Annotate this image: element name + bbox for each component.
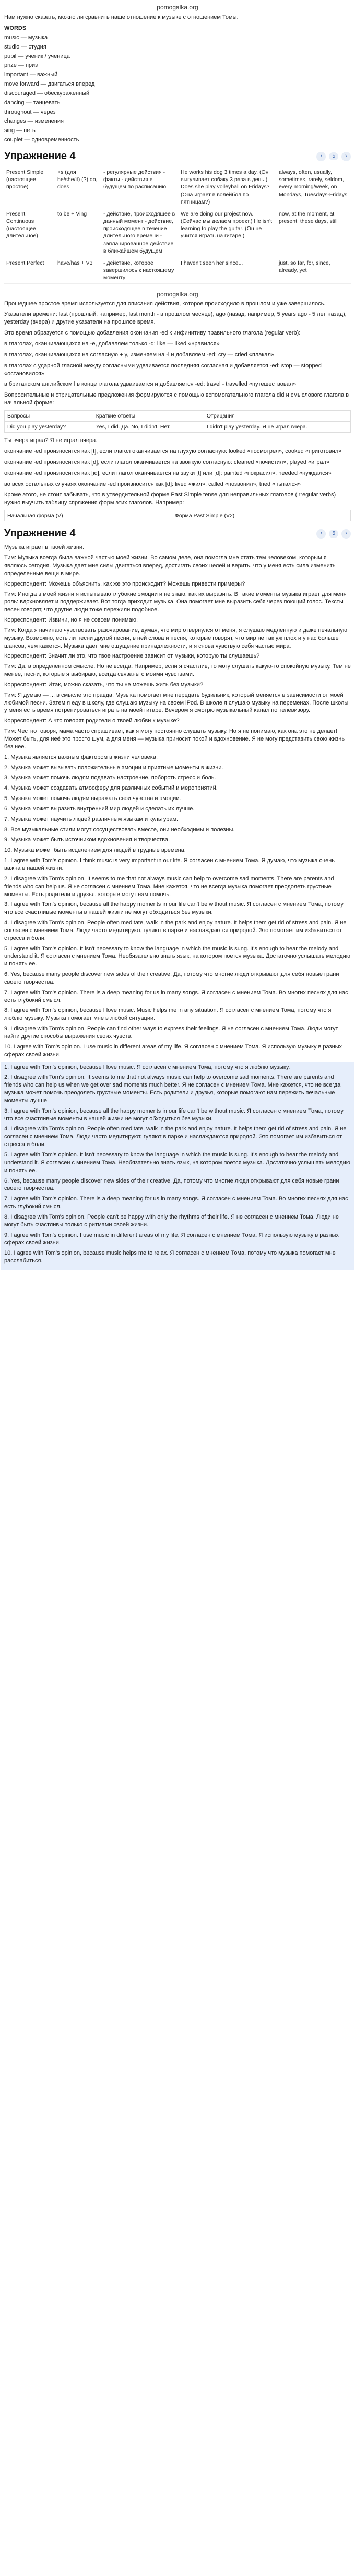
list-item: 7. I agree with Tom's opinion. There is a deep meaning for us in many songs. Я согласен с мнением Тома. Во многих песнях для нас есть глубокий смысл. bbox=[4, 989, 348, 1004]
irregular-table bbox=[4, 510, 351, 521]
table-header: Форма Past Simple (V2) bbox=[172, 510, 350, 521]
table-cell: I didn't play yesterday. Я не играл вчера. bbox=[204, 422, 350, 433]
vocab-item: pupil — ученик / ученица bbox=[4, 53, 70, 59]
list-item: 8. Все музыкальные стили могут сосуществовать вместе, они необходимы и полезны. bbox=[4, 826, 235, 833]
page bbox=[0, 0, 355, 1270]
grammar-rule: в британском английском l в конце глагола удваивается и добавляется -ed: travel - travelled «путешествовал» bbox=[4, 381, 297, 388]
grammar-rule: в глаголах с ударной гласной между согласными удваивается последняя согласная и добавляется -ed: stop — stopped «остановился» bbox=[4, 362, 322, 377]
table-cell: just, so far, for, since, already, yet bbox=[277, 257, 351, 284]
list-item: 9. Музыка может быть источником вдохновения и творчества. bbox=[4, 837, 170, 843]
list-item: 3. I agree with Tom's opinion, because all the happy moments in our life can't be without music. Я согласен с мнением Тома, потому что все счастливые моменты в нашей жизни не могут обходиться без музыки. bbox=[4, 901, 344, 916]
list-item: 9. I disagree with Tom's opinion. People can find other ways to express their feelings. Я не согласен с мнением Тома. Люди могут найти другие способы выражения своих чувств. bbox=[4, 1025, 338, 1040]
grammar-paragraph: Указатели времени: last (прошлый, например, last month - в прошлом месяце), ago (назад, например, 5 years ago - 5 лет назад), yesterday (вчера) и другие указатели на прошлое время. bbox=[4, 311, 347, 326]
table-cell: always, often, usually, sometimes, rarely, seldom, every morning/week, on Mondays, Tuesdays-Fridays bbox=[277, 166, 351, 208]
dialog-line: Тим: Когда я начинаю чувствовать разочарование, думая, что мир отвернулся от меня, я слушаю медленную и даже печальную музыку. Возможно, есть ли песни другой песни, в ней слова и песня, которые говорят, что мир не так уж плох и у нас больше шансов, чем кажется. Музыка дает мне ощущение принадлежности, и я снова чувствую себя частью мира. bbox=[4, 627, 348, 649]
list-item: 5. Музыка может помочь людям выражать свои чувства и эмоции. bbox=[4, 795, 181, 802]
vocab-title: WORDS bbox=[4, 25, 27, 32]
grammar-rule: в глаголах, оканчивающихся на -e, добавляем только -d: like — liked «нравился» bbox=[4, 340, 220, 347]
vocab-item: studio — студия bbox=[4, 43, 46, 50]
dialog-line: Корреспондент: Значит ли это, что твое настроение зависит от музыки, которую ты слушаешь? bbox=[4, 653, 260, 660]
dialog-line: Корреспондент: А что говорят родители о твоей любви к музыке? bbox=[4, 718, 180, 724]
grammar-paragraph: Вопросительные и отрицательные предложения формируются с помощью вспомогательного глагола did и смыслового глагола в начальной форме: bbox=[4, 392, 349, 407]
exercise-title: Упражнение 4 bbox=[4, 150, 76, 162]
pron-rule: окончание -ed произносится как [t], если глагол оканчивается на глухую согласную: looked «посмотрел», cooked «приготовил» bbox=[4, 448, 342, 455]
table-cell: +s (для he/she/it) (?) do, does bbox=[55, 166, 101, 208]
list-item: 10. I agree with Tom's opinion. I use music in different areas of my life. Я согласен с мнением Тома. Я использую музыку в разных сферах своей жизни. bbox=[4, 1043, 342, 1058]
table-cell: - действие, которое завершилось к настоящему моменту bbox=[101, 257, 179, 284]
vocab-item: music — музыка bbox=[4, 34, 48, 41]
list-item: 1. Музыка является важным фактором в жизни человека. bbox=[4, 754, 158, 760]
list-item: 7. Музыка может научить людей различным языкам и культурам. bbox=[4, 816, 179, 822]
table-cell: Present Simple (настоящее простое) bbox=[4, 166, 55, 208]
list-item: 6. Музыка может выразить внутренний мир людей и сделать их лучше. bbox=[4, 805, 195, 812]
list-item: 10. Музыка может быть исцелением для людей в трудные времена. bbox=[4, 847, 186, 854]
table-row bbox=[5, 510, 351, 521]
prev-button[interactable]: ‹ bbox=[316, 529, 326, 539]
dialog-line: Тим: Честно говоря, мама часто спрашивает, как я могу постоянно слушать музыку. Но я не понимаю, как она это не делает! Может быть, для неё это просто шум, а для меня — музыка приносит покой и вдохновение. Я не могу представить свою жизнь без нее. bbox=[4, 728, 345, 750]
answer-item: 1. I agree with Tom's opinion, because I love music. Я согласен с мнением Тома, потому что я люблю музыку. bbox=[4, 1064, 290, 1070]
answer-item: 4. I disagree with Tom's opinion. People often meditate, walk in the park and enjoy nature. It helps them get rid of stress and pain. Я не согласен с мнением Тома. Люди часто медитируют, гуляют в парке и наслаждаются природой. Это помогает им избавиться от стресса и боли. bbox=[4, 1126, 347, 1148]
pron-rule: окончание -ed произносится как [d], если глагол оканчивается на звонкую согласную: cleaned «почистил», played «играл» bbox=[4, 459, 330, 466]
table-cell: Yes, I did. Да. No, I didn't. Нет. bbox=[93, 422, 204, 433]
answer-item: 6. Yes, because many people discover new sides of their creative. Да, потому что многие люди открывают для себя новые грани своего творчества. bbox=[4, 1177, 339, 1192]
list-item: 1. I agree with Tom's opinion. I think music is very important in our life. Я согласен с мнением Тома. Я думаю, что музыка очень важна в нашей жизни. bbox=[4, 857, 335, 872]
vocab-item: changes — изменения bbox=[4, 118, 64, 125]
pron-rule: во всех остальных случаях окончание -ed произносится как [d]: lived «жил», called «позвонил», tried «пытался» bbox=[4, 481, 301, 487]
grammar-paragraph: Это время образуется с помощью добавления окончания -ed к инфинитиву правильного глагола (regular verb): bbox=[4, 330, 301, 337]
table-cell: to be + Ving bbox=[55, 208, 101, 257]
table-cell: He works his dog 3 times a day. (Он выгуливает собаку 3 раза в день.) Does she play volleyball on Fridays? (Она играет в волейбол по пятницам?) bbox=[179, 166, 277, 208]
exercise-title: Упражнение 4 bbox=[4, 528, 76, 540]
grammar-paragraph: Прошедшее простое время используется для описания действия, которое происходило в прошлом и уже завершилось. bbox=[4, 300, 326, 307]
table-row bbox=[4, 208, 351, 257]
table-cell: We are doing our project now. (Сейчас мы делаем проект.) He isn't learning to play the guitar. (Он не учится играть на гитаре.) bbox=[179, 208, 277, 257]
table-cell: - регулярные действия - факты - действия в будущем по расписанию bbox=[101, 166, 179, 208]
answer-item: 10. I agree with Tom's opinion, because music helps me to relax. Я согласен с мнением Тома, потому что музыка помогает мне расслабиться. bbox=[4, 1250, 336, 1265]
list-item: 2. I disagree with Tom's opinion. It seems to me that not always music can help to overcome sad moments. There are parents and friends who can help us. Я не согласен с мнением Тома. Мне кажется, что не всегда музыка помогает преодолеть грустные моменты. Есть родители и друзья, которые могут нам помочь. bbox=[4, 875, 334, 898]
list-item: 5. I agree with Tom's opinion. It isn't necessary to know the language in which the music is sung. It's enough to hear the melody and understand it. Я согласен с мнением Тома. Необязательно знать язык, на котором поется музыка. Достаточно услышать мелодию и понять ее. bbox=[4, 945, 351, 968]
table-row bbox=[4, 257, 351, 284]
site-watermark: pomogalka.org bbox=[157, 4, 198, 11]
vocab-item: sing — петь bbox=[4, 127, 36, 134]
table-cell: have/has + V3 bbox=[55, 257, 101, 284]
vocab-list bbox=[4, 25, 351, 144]
exercise-nav bbox=[316, 529, 351, 539]
answers-block bbox=[1, 1062, 354, 1270]
grammar-rule: в глаголах, оканчивающихся на согласную + y, изменяем на -i и добавляем -ed: cry — cried «плакал» bbox=[4, 351, 275, 358]
answer-item: 5. I agree with Tom's opinion. It isn't necessary to know the language in which the music is sung. It's enough to hear the melody and understand it. Я согласен с мнением Тома. Необязательно знать язык, на котором поется музыка. Достаточно услышать мелодию и понять ее. bbox=[4, 1151, 351, 1174]
list-item: 4. I disagree with Tom's opinion. People often meditate, walk in the park and enjoy nature. It helps them get rid of stress and pain. Я не согласен с мнением Тома. Люди часто медитируют, гуляют в парке и наслаждаются природой. Это помогает им избавиться от стресса и боли. bbox=[4, 920, 347, 941]
table-cell: Did you play yesterday? bbox=[5, 422, 93, 433]
table-row bbox=[4, 166, 351, 208]
answer-item: 9. I agree with Tom's opinion. I use music in different areas of my life. Я согласен с мнением Тома. Я использую музыку в разных сферах своей жизни. bbox=[4, 1232, 339, 1246]
dialog-line: Корреспондент: Итак, можно сказать, что ты не можешь жить без музыки? bbox=[4, 681, 204, 688]
grammar-paragraph: Ты вчера играл? Я не играл вчера. bbox=[4, 437, 98, 444]
table-header: Отрицания bbox=[204, 410, 350, 421]
table-cell: Present Perfect bbox=[4, 257, 55, 284]
list-item: 4. Музыка может создавать атмосферу для различных событий и мероприятий. bbox=[4, 785, 218, 792]
next-button[interactable]: › bbox=[341, 152, 351, 161]
list-item: 6. Yes, because many people discover new sides of their creative. Да, потому что многие люди открывают для себя новые грани своего творчества. bbox=[4, 971, 339, 985]
dialog-line: Корреспондент: Можешь объяснить, как же это происходит? Можешь привести примеры? bbox=[4, 580, 245, 587]
exercise-header bbox=[4, 149, 351, 163]
table-row bbox=[5, 422, 351, 433]
vocab-item: move forward — двигаться вперед bbox=[4, 81, 95, 88]
table-cell: I haven't seen her since... bbox=[179, 257, 277, 284]
pron-rule: окончание -ed произносится как [id], если глагол оканчивается на звуки [t] или [d]: painted «покрасил», needed «нуждался» bbox=[4, 470, 332, 476]
intro-text: Нам нужно сказать, можно ли сравнить наше отношение к музыке с отношением Томы. bbox=[4, 14, 239, 21]
vocab-item: discouraged — обескураженный bbox=[4, 90, 90, 97]
vocab-item: dancing — танцевать bbox=[4, 99, 61, 106]
tense-table bbox=[4, 166, 351, 284]
list-item: 2. Музыка может вызывать положительные эмоции и приятные моменты в жизни. bbox=[4, 764, 223, 771]
prev-button[interactable]: ‹ bbox=[316, 152, 326, 161]
list-item: 3. Музыка может помочь людям подавать настроение, побороть стресс и боль. bbox=[4, 774, 216, 781]
vocab-item: throughout — через bbox=[4, 109, 56, 115]
dialog-line: Тим: Я думаю — ... в смысле это правда. Музыка помогает мне передать будильник, который меняется в зависимости от моей любимой песни. Затем я еду в школу, где слушаю музыку на своем iPod. В школе я слушаю музыку на переменах. После школы у меня есть время потренироваться играть на моей гитаре. Вечером я смотрю музыкальный канал по телевизору. bbox=[4, 691, 349, 714]
dialog-line: Тим: Да, в определенном смысле. Но не всегда. Например, если я счастлив, то могу слушать какую-то спокойную музыку. Тем не менее, песни, которые я выбираю, всегда связаны с моими чувствами. bbox=[4, 663, 351, 678]
site-watermark: pomogalka.org bbox=[157, 291, 198, 299]
table-header: Вопросы bbox=[5, 410, 93, 421]
exercise-nav bbox=[316, 152, 351, 161]
list-item: 8. I agree with Tom's opinion, because I love music. Music helps me in any situation. Я согласен с мнением Тома, потому что я люблю музыку. Музыка помогает мне в любой ситуации. bbox=[4, 1007, 332, 1022]
table-cell: now, at the moment, at present, these days, still bbox=[277, 208, 351, 257]
table-cell: Present Continuous (настоящее длительное) bbox=[4, 208, 55, 257]
answer-item: 2. I disagree with Tom's opinion. It seems to me that not always music can help to overcome sad moments. There are parents and friends who can help us when we get over sad moments much better. Я не согласен с мнением Тома. Мне кажется, что не всегда музыка может помочь преодолеть грустные моменты. Есть родители и друзья, которые помогают нам пережить печальные моменты лучше. bbox=[4, 1074, 341, 1104]
exercise-header bbox=[4, 527, 351, 541]
dialog-line: Тим: Музыка всегда была важной частью моей жизни. Во самом деле, она помогла мне стать тем человеком, которым я являюсь сегодня. Музыка дает мне силы двигаться вперед, достигать своих целей и верить, что у меня есть сила изменить определенные вещи в мире. bbox=[4, 555, 336, 577]
vocab-item: important — важный bbox=[4, 71, 58, 78]
next-button[interactable]: › bbox=[341, 529, 351, 539]
grammar-paragraph: Кроме этого, не стоит забывать, что в утвердительной форме Past Simple tense для неправильных глаголов (irregular verbs) нужно выучить таблицу спряжения форм этих глаголов. Например: bbox=[4, 492, 336, 506]
grammar-section bbox=[4, 300, 351, 522]
dialog-line: Корреспондент: Извини, но я не совсем понимаю. bbox=[4, 617, 138, 624]
exercise-body bbox=[4, 544, 351, 1270]
answer-item: 8. I disagree with Tom's opinion. People can't be happy with only the rhythms of their life. Я не согласен с мнением Тома. Люди не могут быть счастливы только с ритмами своей жизни. bbox=[4, 1213, 339, 1228]
vocab-item: prize — приз bbox=[4, 62, 38, 69]
page-number: 5 bbox=[329, 152, 338, 161]
table-header: Краткие ответы bbox=[93, 410, 204, 421]
page-number: 5 bbox=[329, 530, 338, 538]
answer-item: 3. I agree with Tom's opinion, because all the happy moments in our life can't be without music. Я согласен с мнением Тома, потому что все счастливые моменты в нашей жизни не могут обходиться без музыки. bbox=[4, 1107, 344, 1122]
table-row bbox=[5, 410, 351, 421]
question-table bbox=[4, 410, 351, 433]
answer-item: 7. I agree with Tom's opinion. There is a deep meaning for us in many songs. Я согласен с мнением Тома. Во многих песнях для нас есть глубокий смысл. bbox=[4, 1196, 348, 1210]
table-header: Начальная форма (V) bbox=[5, 510, 172, 521]
table-cell: - действие, происходящее в данный момент - действие, происходящее в течение длительного времени - запланированное действие в ближайшем будущем bbox=[101, 208, 179, 257]
vocab-item: couplet — одновременность bbox=[4, 137, 79, 144]
dialog-line: Тим: Иногда в моей жизни я испытываю глубокие эмоции и не знаю, как их выразить. В такие моменты музыка играет для меня роль: вдохновляет и поддерживает. Вот тогда приходит музыка. Она помогает мне выразить себя через поющий голос. Тексты песен говорят, что другие люди тоже пережили подобное. bbox=[4, 591, 347, 613]
exercise-lead: Музыка играет в твоей жизни. bbox=[4, 544, 85, 551]
